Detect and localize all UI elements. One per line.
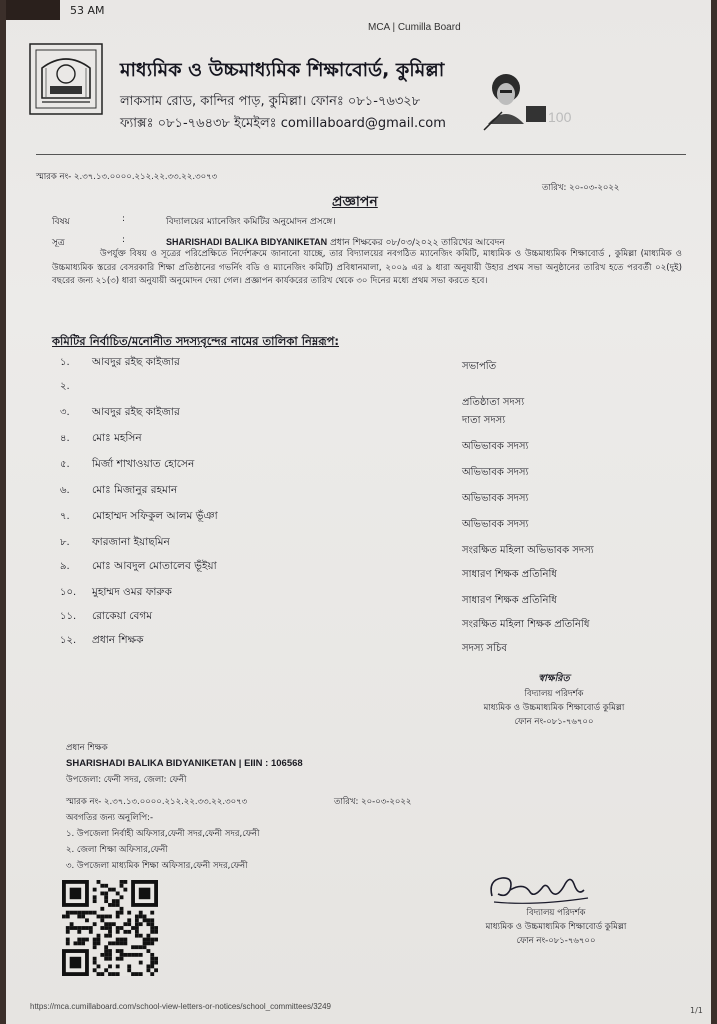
member-row xyxy=(52,535,692,559)
signed-designation: বিদ্যালয় পরিদর্শক xyxy=(524,689,584,699)
notice-date-2: তারিখ: ২০-০৩-২০২২ xyxy=(334,797,412,807)
memo-number: স্মারক নং- ২.৩৭.১৩.০০০০.২১২.২২.৩৩.২২.৩০৭৩ xyxy=(36,172,218,182)
signature-office: মাধ্যমিক ও উচ্চমাধ্যমিক শিক্ষাবোর্ড কুমিল্লা xyxy=(485,922,627,932)
member-number: ১০. xyxy=(60,587,77,598)
board-title: মাধ্যমিক ও উচ্চমাধ্যমিক শিক্ষাবোর্ড, কুমিল্লা xyxy=(120,59,445,81)
board-logo-icon xyxy=(28,42,104,116)
portrait-logo-icon xyxy=(482,66,576,136)
body-paragraph: উপর্যুক্ত বিষয় ও সূত্রের পরিপ্রেক্ষিতে নির্দেশক্রমে জানানো যাচ্ছে, তার বিদ্যালয়ের নবগঠিত ম্যানেজিং কমিটি, মাধ্যমিক ও উচ্চমাধ্যমিক শিক্ষাবোর্ড , কুমিল্লা (মাধ্যমিক ও উচ্চমাধ্যমিক স্তরের বেসরকারি শিক্ষা প্রতিষ্ঠানের গভর্নিং বডি ও ম্যানেজিং কমিটি) প্রবিধানমালা, ২০০৯ এর ৯ ধারা অনুযায়ী উহার প্রথম সভা অনুষ্ঠানের তারিখ হতে পরবর্তী ০২(দুই) বছরের জন্য ২১(৩) ধারা অনুযায়ী অনুমোদন দেয়া গেল। প্রজ্ঞাপন কার্যকরের তারিখ থেকে ৩০ দিনের মধ্যে প্রথম সভা করতে হবে। xyxy=(52,249,682,286)
signed-block xyxy=(434,672,674,729)
notice-title: প্রজ্ঞাপন xyxy=(332,194,378,210)
reference-detail: প্রধান শিক্ষকের ০৮/০৩/২০২২ তারিখের আবেদন xyxy=(330,238,505,248)
recipient-school: SHARISHADI BALIKA BIDYANIKETAN | EIIN : 106568 xyxy=(66,758,303,769)
member-name: মোঃ মহসিন xyxy=(92,432,142,444)
member-number: ৮. xyxy=(60,537,70,548)
member-number: ৯. xyxy=(60,561,70,572)
member-role: দাতা সদস্য xyxy=(462,415,506,426)
member-row xyxy=(52,355,692,379)
board-contact: ফ্যাক্সঃ ০৮১-৭৬৪৩৮ ইমেইলঃ comillaboard@gmail.com xyxy=(120,116,446,131)
member-number: ৪. xyxy=(60,433,70,444)
member-row xyxy=(52,379,692,408)
signature-designation: বিদ্যালয় পরিদর্শক xyxy=(526,908,586,918)
member-name: ফারজানা ইয়াছমিন xyxy=(92,536,170,548)
board-address: লাকসাম রোড, কান্দির পাড়, কুমিল্লা। ফোনঃ ০৮১-৭৬৩২৮ xyxy=(120,94,421,109)
svg-text:100: 100 xyxy=(548,109,572,125)
reference-colon: : xyxy=(122,235,126,245)
signed-office: মাধ্যমিক ও উচ্চমাধ্যমিক শিক্ষাবোর্ড কুমিল্লা xyxy=(483,703,625,713)
member-role: অভিভাবক সদস্য xyxy=(462,519,529,530)
notice-date: তারিখ: ২০-০৩-২০২২ xyxy=(542,183,620,193)
member-number: ১২. xyxy=(60,635,77,646)
qr-code-icon xyxy=(62,880,158,976)
member-name: মোহাম্মদ সফিকুল আলম ভূঁঞা xyxy=(92,510,218,522)
member-name: আবদুর রইছ কাইজার xyxy=(92,406,180,418)
member-name: মোঃ আবদুল মোতালেব ভূঁইয়া xyxy=(92,560,217,572)
member-role: প্রতিষ্ঠাতা সদস্য xyxy=(462,397,525,408)
footer-url[interactable]: https://mca.cumillaboard.com/school-view-letters-or-notices/school_committees/3249 xyxy=(30,1002,332,1011)
signature-icon xyxy=(484,862,594,908)
member-name: প্রধান শিক্ষক xyxy=(92,634,144,646)
member-row xyxy=(52,431,692,455)
copy-item: ৩. উপজেলা মাধ্যমিক শিক্ষা অফিসার,ফেনী সদর,ফেনী xyxy=(66,861,248,871)
committee-heading: কমিটির নির্বাচিত/মনোনীত সদস্যবৃন্দের নামের তালিকা নিম্নরূপ: xyxy=(52,334,339,348)
status-time: 53 AM xyxy=(70,4,105,17)
member-name: আবদুর রইছ কাইজার xyxy=(92,356,180,368)
member-role: সংরক্ষিত মহিলা শিক্ষক প্রতিনিধি xyxy=(462,619,590,630)
recipient-block xyxy=(66,740,303,874)
member-row xyxy=(52,585,692,609)
member-name: মির্জা শাখাওয়াত হোসেন xyxy=(92,458,195,470)
member-name: রোকেয়া বেগম xyxy=(92,610,153,622)
copy-item: ২. জেলা শিক্ষা অফিসার,ফেনী xyxy=(66,845,168,855)
member-number: ১. xyxy=(60,357,70,368)
copy-item: ১. উপজেলা নির্বাহী অফিসার,ফেনী সদর,ফেনী সদর,ফেনী xyxy=(66,829,260,839)
recipient-title: প্রধান শিক্ষক xyxy=(66,743,108,753)
reference-label: সূত্র xyxy=(52,238,65,248)
member-role: অভিভাবক সদস্য xyxy=(462,493,529,504)
member-number: ৬. xyxy=(60,485,70,496)
member-number: ৭. xyxy=(60,511,70,522)
member-role: সাধারণ শিক্ষক প্রতিনিধি xyxy=(462,595,557,606)
document-page xyxy=(6,0,711,1024)
member-row xyxy=(52,559,692,583)
signed-phone: ফোন নং-০৮১-৭৬৭০০ xyxy=(514,717,594,727)
member-row xyxy=(52,509,692,533)
member-name: মুহাম্মদ ওমর ফারুক xyxy=(92,586,172,598)
member-number: ২. xyxy=(60,381,70,392)
background-corner xyxy=(6,0,60,20)
member-name: মোঃ মিজানুর রহমান xyxy=(92,484,178,496)
member-role: সংরক্ষিত মহিলা অভিভাবক সদস্য xyxy=(462,545,594,556)
member-number: ৩. xyxy=(60,407,70,418)
signed-word: স্বাক্ষরিত xyxy=(538,673,570,684)
member-role: সভাপতি xyxy=(462,361,497,372)
member-row xyxy=(52,609,692,633)
memo-number-2: স্মারক নং- ২.৩৭.১৩.০০০০.২১২.২২.৩৩.২২.৩০৭৩ xyxy=(66,797,248,807)
member-role: সদস্য সচিব xyxy=(462,643,507,654)
recipient-location: উপজেলা: ফেনী সদর, জেলা: ফেনী xyxy=(66,775,187,785)
member-number: ৫. xyxy=(60,459,70,470)
signature-block xyxy=(436,906,676,948)
reference-school: SHARISHADI BALIKA BIDYANIKETAN xyxy=(166,237,328,247)
copy-heading: অবগতির জন্য অনুলিপি:- xyxy=(66,813,154,823)
page-number: 1/1 xyxy=(690,1006,703,1015)
member-row xyxy=(52,457,692,481)
member-role: সাধারণ শিক্ষক প্রতিনিধি xyxy=(462,569,557,580)
member-role: অভিভাবক সদস্য xyxy=(462,441,529,452)
signature-phone: ফোন নং-০৮১-৭৬৭০০ xyxy=(516,936,596,946)
member-row xyxy=(52,405,692,429)
subject-colon: : xyxy=(122,214,126,224)
subject-text: বিদ্যালয়ের ম্যানেজিং কমিটির অনুমোদন প্রসঙ্গে। xyxy=(166,217,336,227)
member-role: অভিভাবক সদস্য xyxy=(462,467,529,478)
page-header: MCA | Cumilla Board xyxy=(368,22,461,33)
header-divider xyxy=(36,154,686,155)
member-row xyxy=(52,483,692,507)
subject-label: বিষয় xyxy=(52,217,70,227)
member-row xyxy=(52,633,692,657)
member-number: ১১. xyxy=(60,611,77,622)
